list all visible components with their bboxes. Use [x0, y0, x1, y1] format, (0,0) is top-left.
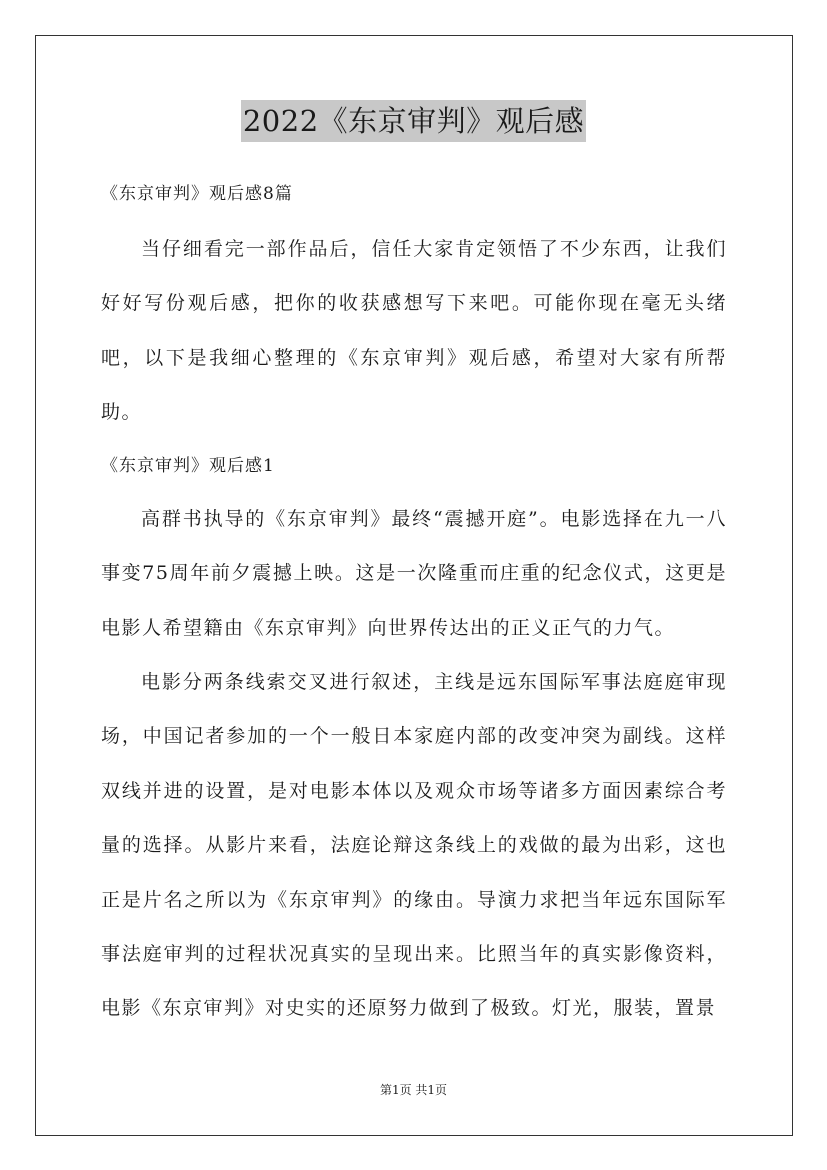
body-paragraph-2: 电影分两条线索交叉进行叙述，主线是远东国际军事法庭庭审现场，中国记者参加的一个一般日本家庭内部的改变冲突为副线。这样双线并进的设置，是对电影本体以及观众市场等诸多方面因素综合考量的选择。从影片来看，法庭论辩这条线上的戏做的最为出彩，这也正是片名之所以为《东京审判》的缘由。导演力求把当年远东国际军事法庭审判的过程状况真实的呈现出来。比照当年的真实影像资料，电影《东京审判》对史实的还原努力做到了极致。灯光，服装，置景 — [101, 671, 727, 1020]
body-paragraph-1: 高群书执导的《东京审判》最终“震撼开庭”。电影选择在九一八事变75周年前夕震撼上映。这是一次隆重而庄重的纪念仪式，这更是电影人希望籍由《东京审判》向世界传达出的正义正气的力气。 — [101, 508, 727, 639]
document-subtitle: 《东京审判》观后感8篇 — [101, 184, 293, 204]
section-heading: 《东京审判》观后感1 — [101, 456, 275, 476]
intro-paragraph: 当仔细看完一部作品后，信任大家肯定领悟了不少东西，让我们好好写份观后感，把你的收获感想写下来吧。可能你现在毫无头绪吧，以下是我细心整理的《东京审判》观后感，希望对大家有所帮助。 — [101, 238, 727, 424]
page-footer: 第1页 共1页 — [379, 1083, 448, 1097]
title-container — [0, 100, 827, 142]
document-title: 2022《东京审判》观后感 — [241, 100, 586, 142]
